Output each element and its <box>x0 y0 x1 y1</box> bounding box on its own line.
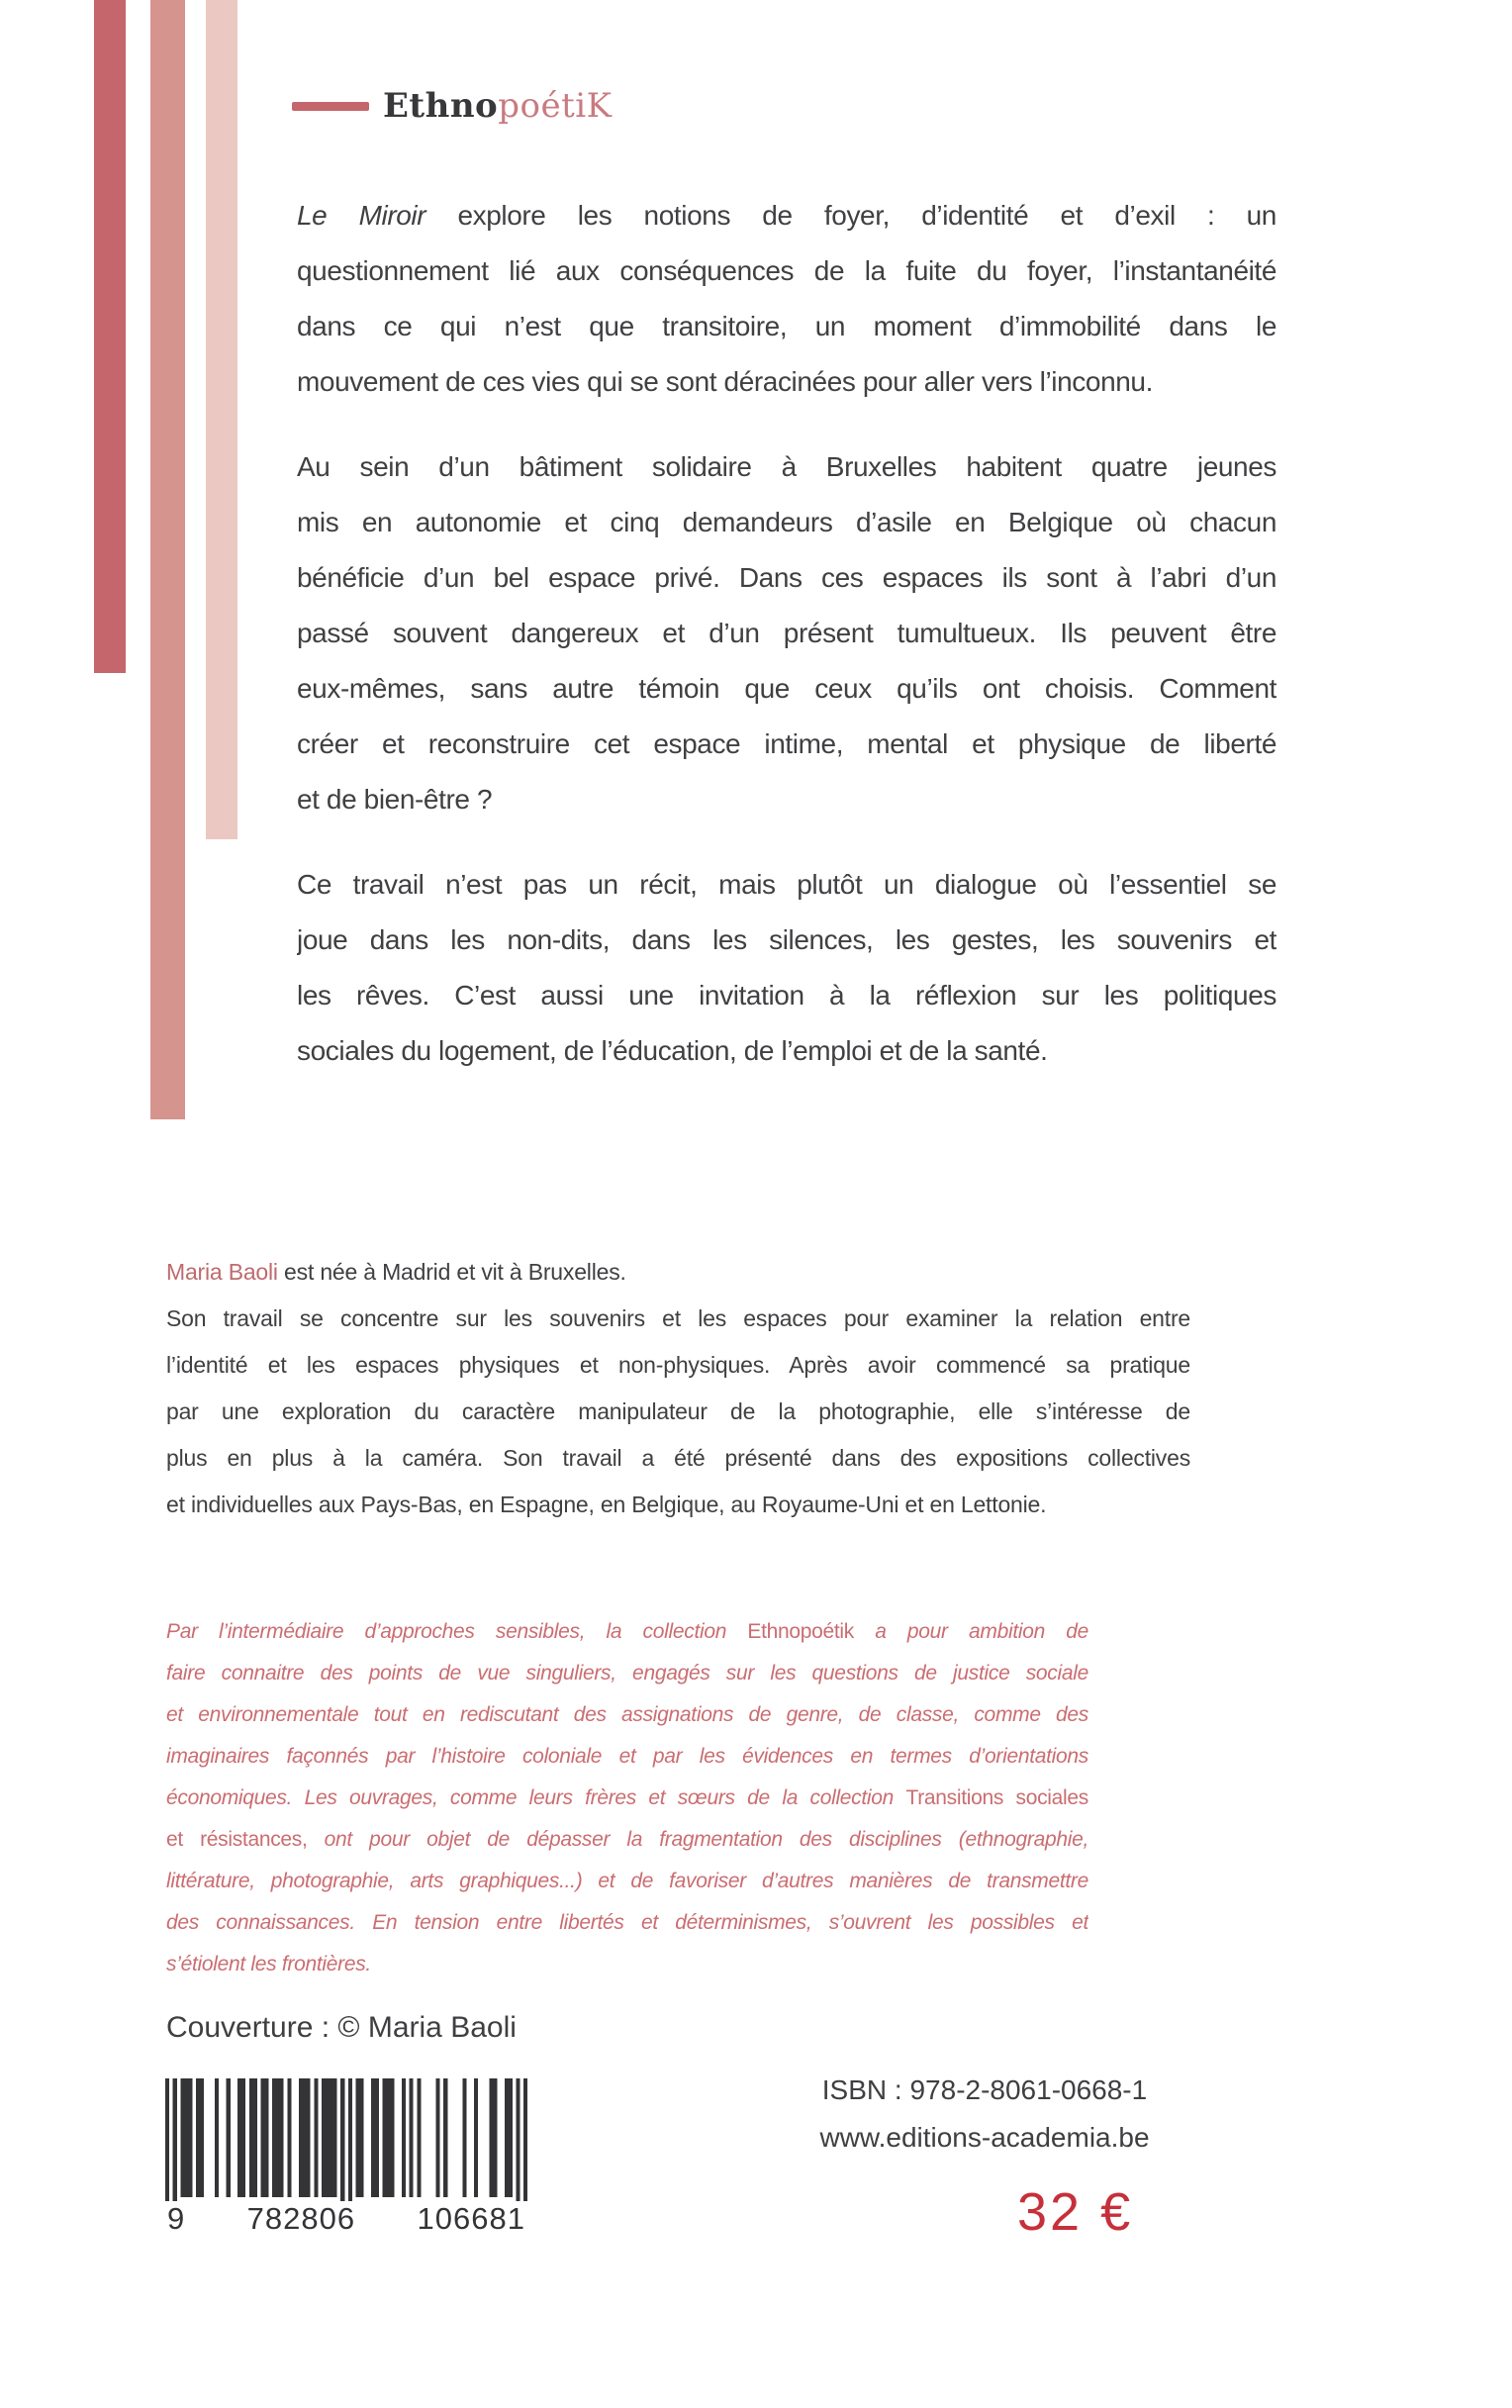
paragraph <box>166 1611 1088 1985</box>
text-line: par une exploration du caractère manipulateur de la photographie, elle s’intéresse de <box>166 1398 1190 1424</box>
logo-wordmark <box>383 86 613 126</box>
barcode-digit-group: 782806 <box>246 2201 356 2236</box>
synopsis-text <box>297 188 1276 1079</box>
text-line: Au sein d’un bâtiment solidaire à Bruxelles habitent quatre jeunes <box>297 451 1276 482</box>
logo-dash-icon <box>292 102 369 111</box>
price-label: 32 € <box>1017 2182 1134 2242</box>
text-line: Maria Baoli est née à Madrid et vit à Bruxelles. <box>166 1259 626 1285</box>
paragraph <box>166 1249 1190 1528</box>
text-line: s’étiolent les frontières. <box>166 1953 371 1975</box>
left-accent-bar-medium <box>150 0 185 1119</box>
logo-wordmark-dark: Ethno <box>383 86 499 126</box>
left-accent-bar-light <box>206 0 237 839</box>
paragraph <box>297 188 1276 410</box>
barcode-digits <box>165 2201 527 2237</box>
text-line: et individuelles aux Pays-Bas, en Espagne, en Belgique, au Royaume-Uni et en Lettonie. <box>166 1492 1047 1517</box>
text-line: plus en plus à la caméra. Son travail a été présenté dans des expositions collectives <box>166 1445 1190 1471</box>
publisher-info <box>762 2067 1207 2162</box>
cover-credit: Couverture : © Maria Baoli <box>166 2011 517 2044</box>
text-line: bénéficie d’un bel espace privé. Dans ces espaces ils sont à l’abri d’un <box>297 562 1276 593</box>
text-line: Ce travail n’est pas un récit, mais plutôt un dialogue où l’essentiel se <box>297 869 1276 900</box>
text-line: créer et reconstruire cet espace intime, mental et physique de liberté <box>297 728 1276 759</box>
barcode-digit-group: 106681 <box>417 2201 525 2236</box>
text-line: Le Miroir explore les notions de foyer, d’identité et d’exil : un <box>297 200 1276 231</box>
publisher-website: www.editions-academia.be <box>819 2122 1150 2153</box>
text-line: imaginaires façonnés par l’histoire coloniale et par les évidences en termes d’orientations <box>166 1745 1088 1768</box>
text-line: des connaissances. En tension entre libertés et déterminismes, s’ouvrent les possibles et <box>166 1911 1088 1934</box>
text-line: passé souvent dangereux et d’un présent tumultueux. Ils peuvent être <box>297 618 1276 648</box>
text-line: joue dans les non-dits, dans les silences, les gestes, les souvenirs et <box>297 924 1276 955</box>
collection-logo <box>292 85 613 127</box>
text-line: questionnement lié aux conséquences de la fuite du foyer, l’instantanéité <box>297 255 1276 286</box>
text-line: et environnementale tout en rediscutant des assignations de genre, de classe, comme des <box>166 1703 1088 1726</box>
logo-wordmark-red: poétiK <box>498 86 613 126</box>
left-accent-bar-dark <box>94 0 126 673</box>
paragraph <box>297 439 1276 827</box>
author-bio-text <box>166 1249 1190 1528</box>
text-line: mouvement de ces vies qui se sont déracinées pour aller vers l’inconnu. <box>297 366 1153 397</box>
text-line: mis en autonomie et cinq demandeurs d’asile en Belgique où chacun <box>297 507 1276 537</box>
text-line: et de bien-être ? <box>297 784 493 815</box>
text-line: sociales du logement, de l’éducation, de l’emploi et de la santé. <box>297 1035 1048 1066</box>
barcode-digit-group: 9 <box>167 2201 186 2236</box>
isbn-line: ISBN : 978-2-8061-0668-1 <box>821 2074 1148 2105</box>
text-line: Par l’intermédiaire d’approches sensibles, la collection Ethnopoétik a pour ambition de <box>166 1620 1088 1643</box>
text-line: l’identité et les espaces physiques et non-physiques. Après avoir commencé sa pratique <box>166 1352 1190 1378</box>
text-line: littérature, photographie, arts graphiques...) et de favoriser d’autres manières de transmettre <box>166 1870 1088 1892</box>
text-line: dans ce qui n’est que transitoire, un moment d’immobilité dans le <box>297 311 1276 341</box>
collection-description-text <box>166 1611 1088 1985</box>
text-line: économiques. Les ouvrages, comme leurs frères et sœurs de la collection Transitions sociales <box>166 1786 1088 1809</box>
text-line: faire connaitre des points de vue singuliers, engagés sur les questions de justice sociale <box>166 1662 1088 1685</box>
paragraph <box>297 857 1276 1079</box>
text-line: et résistances, ont pour objet de dépasser la fragmentation des disciplines (ethnographie, <box>166 1828 1088 1851</box>
text-line: Son travail se concentre sur les souvenirs et les espaces pour examiner la relation entre <box>166 1305 1190 1331</box>
text-line: eux-mêmes, sans autre témoin que ceux qu’ils ont choisis. Comment <box>297 673 1276 704</box>
text-line: les rêves. C’est aussi une invitation à la réflexion sur les politiques <box>297 980 1276 1011</box>
barcode <box>165 2078 527 2237</box>
barcode-bars <box>165 2078 527 2213</box>
